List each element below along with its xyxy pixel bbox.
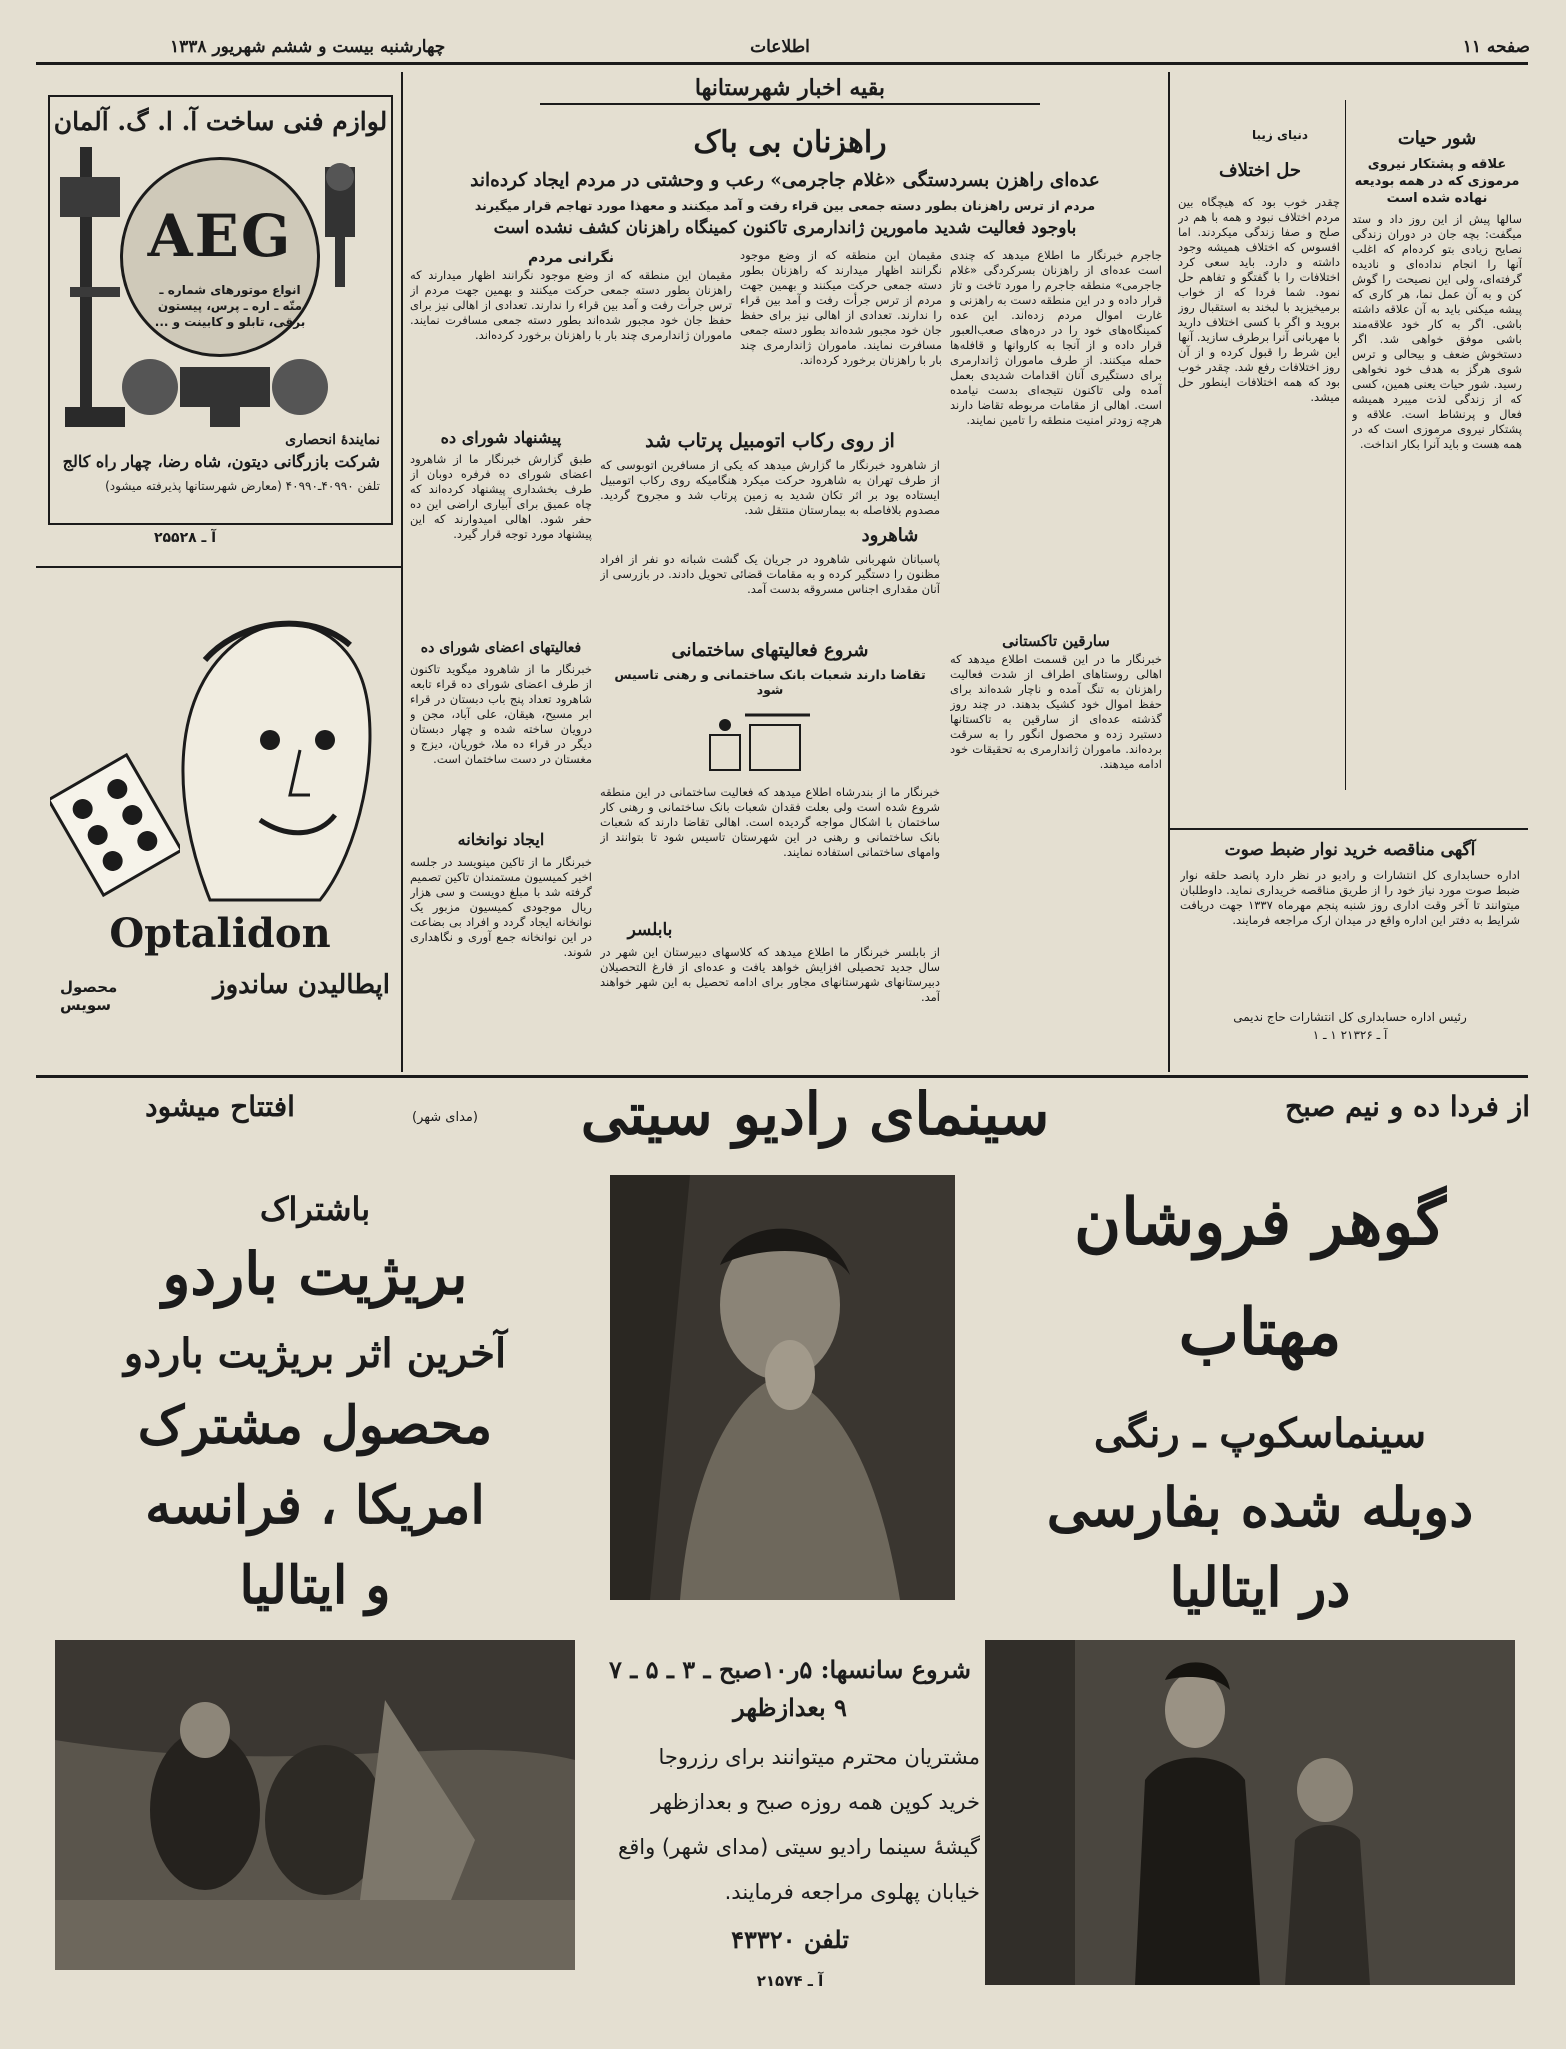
- aeg-top-line: لوازم فنی ساخت آ. ا. گ. آلمان: [53, 107, 388, 136]
- article-construction: خبرنگار ما از بندرشاه اطلاع میدهد که فعالیت ساختمانی در این منطقه شروع شده است ولی بعلت فقدان شعبات بانک ساختمانی و رهنی کار ساختمان با اشکال مواجه گردیده است. اهالی تقاضا دارند که شعبات بانک ساختمانی و رهنی در این شهرستان تاسیس شود تا بتوانند از وامهای ساختمانی استفاده نمایند.: [600, 785, 940, 859]
- cinema-name: سینمای رادیو سیتی: [580, 1080, 1050, 1148]
- article-car-accident: از شاهرود خبرنگار ما گزارش میدهد که یکی از مسافرین اتوبوسی که از طرف تهران به شاهرود حرکت میکرد هنگامیکه روی رکاب اتومبیل ایستاده بود بر اثر تکان شدید به زمین پرتاب شد و مجروح گردید. مصدوم بلافاصله به بیمارستان منتقل شد.: [600, 458, 940, 517]
- aeg-agent-label: نمایندۀ انحصاری: [285, 432, 380, 448]
- babolsar-heading: بابلسر: [627, 920, 673, 940]
- headline-sub-2: مردم از ترس راهزنان بطور دسته جمعی بین قراء رفت و آمد میکنند و معهذا مورد تهاجم قرار میگیرند: [474, 198, 1096, 213]
- cinema-ad-code: آ ـ ۲۱۵۷۴: [756, 1972, 824, 1990]
- article-village-council: طبق گزارش خبرنگار ما از شاهرود اعضای شورای ده فرفره دوبان از طرف بخشداری پیشنهاد کرده‌اند که چاه عمیق برای آبیاری اراضی این ده حفر شود. اهالی امیدوارند که این پیشنهاد مورد توجه قرار گیرد.: [410, 452, 592, 541]
- film-countries-2: و ایتالیا: [239, 1555, 391, 1616]
- article-vineyard-thieves: خبرنگار ما در این قسمت اطلاع میدهد که اهالی روستاهای اطراف از شدت فعالیت راهزنان به تنگ آمده و ناچار شده‌اند برای حفظ اموال خود کشیک بدهند. در چند روز گذشته عده‌ای از سارقین به تاکستانها دستبرد زده و محصول انگور را به سرقت برده‌اند. ماموران ژاندارمری به تحقیقات خود ادامه میدهند.: [950, 652, 1162, 771]
- showtimes-line-2: ۹ بعدازظهر: [733, 1693, 847, 1722]
- header-page-number: صفحه ۱۱: [1462, 37, 1530, 57]
- beauty-column-label: دنیای زیبا: [1251, 128, 1309, 142]
- main-headline: راهزنان بی باک: [693, 125, 887, 160]
- aeg-company: شرکت بازرگانی دیتون، شاه رضا، چهار راه کالج: [62, 452, 380, 471]
- section-rule: [36, 1075, 1528, 1078]
- beauty-column-title: حل اختلاف: [1219, 160, 1301, 181]
- village-council-heading: پیشنهاد شورای ده: [440, 428, 562, 447]
- column-divider: [1168, 72, 1170, 1072]
- cinema-info-line-4: خیابان پهلوی مراجعه فرمایند.: [724, 1880, 980, 1904]
- film-country: در ایتالیا: [1169, 1555, 1351, 1619]
- pill-strip-icon: [50, 750, 180, 900]
- headache-face-icon: [150, 600, 400, 920]
- header-rule: [36, 62, 1528, 65]
- tender-ad-signature: رئیس اداره حسابداری کل انتشارات حاج ندیمی: [1233, 1010, 1467, 1024]
- aeg-phone: تلفن ۴۰۹۹۰ـ۴۰۹۹۰ (معارض شهرستانها پذیرفته میشود): [105, 479, 380, 493]
- header-paper-name: اطلاعات: [750, 37, 810, 57]
- film-format: سینماسکوپ ـ رنگی: [1093, 1410, 1427, 1457]
- film-still-right-image: [985, 1640, 1515, 1985]
- poorhouse-heading: ایجاد نوانخانه: [457, 830, 545, 849]
- article-bandits-col3: مقیمان این منطقه که از وضع موجود نگرانند اظهار میدارند که راهزنان بطور دسته جمعی حرکت میکنند و بهمین جهت مردم از ترس جرأت رفت و آمد بین قراء را ندارند. تعدادی از اهالی نیز برای حفظ جان خود مجبور شده‌اند بطور دسته جمعی مسافرت نمایند. ماموران ژاندارمری چند بار با راهزنان برخورد کرده‌اند.: [410, 268, 732, 342]
- beauty-column-body: چقدر خوب بود که هیچگاه بین مردم اختلاف نبود و همه با هم در صلح و صفا زندگی میکردند. اما افسوس که اختلاف همیشه وجود داشته و دارد. باید سعی کرد اختلافات را با گفتگو و تفاهم حل نمود. شما فردا که از خواب برمیخیزید با لبخند به استقبال روز بروید و اگر با کسی اختلاف دارید با مهربانی آنرا برطرف سازید. آنها این شرط را قبول کرده و از آن روز اختلافات رفع شد. چقدر خوب بود که همه اختلافات اینطور حل میشد.: [1178, 195, 1340, 404]
- optalidon-brand: Optalidon: [109, 910, 331, 957]
- power-tool-icon: [305, 157, 385, 307]
- article-council-activity: خبرنگار ما از شاهرود میگوید تاکنون از طرف اعضای شورای ده قراء تابعه شاهرود تعداد پنج باب دبستان در قراء ابر مسیح، هیقان، علی آباد، مجن و درویان ساخته شده و چهار دبستان دیگر در قراء ده ملا، خوریان، دیزج و مغستان در دست ساختمان است.: [410, 662, 592, 766]
- cinema-opening-from: از فردا ده و نیم صبح: [1285, 1090, 1530, 1123]
- council-activity-heading: فعالیتهای اعضای شورای ده: [420, 640, 582, 656]
- film-with-label: باشتراک: [259, 1190, 371, 1228]
- cinema-info-line-1: مشتریان محترم میتوانند برای رزروجا: [658, 1745, 980, 1769]
- concern-heading: نگرانی مردم: [527, 250, 615, 266]
- aeg-code: آ ـ ۲۵۵۲۸: [153, 530, 217, 546]
- cinema-note: (مدای شهر): [412, 1110, 478, 1125]
- article-poorhouse: خبرنگار ما از تاکین مینویسد در جلسه اخیر کمیسیون مستمندان تاکین تصمیم گرفته شد با مبلغ دویست و سی هزار ریال موجودی کمیسیون مزبور یک نوانخانه ایجاد گردد و افراد بی بضاعت در این نوانخانه جمع آوری و نگاهداری شوند.: [410, 855, 592, 959]
- film-last-work: آخرین اثر بریژیت باردو: [123, 1330, 507, 1377]
- cinema-info-line-3: گیشۀ سینما رادیو سیتی (مدای شهر) واقع: [618, 1835, 980, 1859]
- column-divider: [1345, 100, 1346, 790]
- tender-ad-title: آگهی مناقصه خرید نوار ضبط صوت: [1224, 840, 1476, 860]
- article-bandits-col2: مقیمان این منطقه که از وضع موجود نگرانند اظهار میدارند که راهزنان بطور دسته جمعی حرکت میکنند و بهمین جهت مردم از ترس جرأت رفت و آمد بین قراء را ندارند. تعدادی از اهالی نیز برای حفظ جان خود مجبور شده‌اند بطور دسته جمعی مسافرت نمایند. ماموران ژاندارمری چند بار با راهزنان برخورد کرده‌اند.: [740, 248, 942, 367]
- tender-ad-code: آ ـ ۲۱۳۲۶ ۱ ـ ۱: [1312, 1028, 1388, 1042]
- city-news-banner: بقیه اخبار شهرستانها: [540, 75, 1040, 105]
- aeg-logo: AEG: [147, 202, 293, 270]
- car-accident-heading: از روی رکاب اتومبیل پرتاب شد: [645, 430, 895, 452]
- film-star: بریژیت باردو: [162, 1240, 468, 1308]
- film-still-photo-right: [985, 1640, 1515, 1985]
- article-babolsar: از بابلسر خبرنگار ما اطلاع میدهد که کلاسهای دبیرستان این شهر در سال جدید تحصیلی افزایش خواهد یافت و عده‌ای از فارغ التحصیلان دبیرستانهای شهرستانهای مجاور برای ادامه تحصیل به این شهر خواهند آمد.: [600, 945, 940, 1004]
- section-rule: [36, 566, 401, 568]
- film-title-line-2: مهتاب: [1178, 1295, 1342, 1370]
- film-countries-1: امریکا ، فرانسه: [145, 1475, 485, 1536]
- optalidon-note: محصول سویس: [60, 978, 118, 1014]
- optalidon-advertisement: [40, 580, 395, 1060]
- film-still-center-image: [610, 1175, 955, 1600]
- headline-sub-3: باوجود فعالیت شدید مامورین ژاندارمری تاکنون کمینگاه راهزنان کشف نشده است: [493, 218, 1077, 238]
- film-title-line-1: گوهر فروشان: [1074, 1185, 1446, 1260]
- film-coproduction: محصول مشترک: [137, 1395, 493, 1456]
- vineyard-thieves-heading: سارقین تاکستانی: [1002, 632, 1110, 650]
- life-column-body: سالها پیش از این روز داد و ستد میگفت: بچه جان در دوران زندگی نصایح زیادی بتو کرده‌ام که اغلب آنها را انجام نداده‌ای و نادیده گرفته‌ای، ولی این نصیحت را گوش کن و به آن عمل نما، هر کاری که پیشه میکنی باید به آن علاقه داشته باشی. اگر به کار خود علاقه‌مند باشی موفق خواهی شد. اگر دستخوش ضعف و بیحالی و ترس شوی هرگز به هدف خود نخواهی رسید. شور حیات یعنی همین، کسی که از زندگی لذت میبرد همیشه فعال و پرنشاط است. علاقه و پشتکار نیروی مرموزی است که در همه هست و باید آنرا بکار انداخت.: [1352, 212, 1522, 451]
- tender-ad-body: اداره حسابداری کل انتشارات و رادیو در نظر دارد پانصد حلقه نوار ضبط صوت مورد نیاز خود را از طریق مناقصه خریداری نماید. داوطلبان میتوانند تا آخر وقت اداری روز شنبه پنجم مهرماه ۱۳۳۷ جهت دریافت شرایط به دفتر این اداره واقع در میدان ارک مراجعه فرمایند.: [1180, 868, 1520, 927]
- construction-subheading: تقاضا دارند شعبات بانک ساختمانی و رهنی تاسیس شود: [614, 667, 926, 697]
- grinder-icon: [90, 347, 360, 427]
- aeg-products: انواع موتورهای شماره ـ متّه ـ اره ـ پرس، پیستون برقی، تابلو و کابینت و ...: [154, 283, 306, 329]
- construction-heading: شروع فعالیتهای ساختمانی: [671, 640, 869, 661]
- cinema-phone: تلفن ۴۳۳۲۰: [731, 1925, 849, 1954]
- aeg-advertisement: [48, 95, 393, 525]
- cinema-info-line-2: خرید کوپن همه روزه صبح و بعدازظهر: [651, 1790, 980, 1814]
- construction-illustration-icon: [700, 705, 820, 780]
- article-shahrud: پاسبانان شهربانی شاهرود در جریان یک گشت شبانه دو نفر از افراد مظنون را دستگیر کرده و به مقامات قضائی تحویل دادند. در بازرسی از آنان مقداری اجناس مسروقه بدست آمد.: [600, 552, 940, 596]
- life-column-subtitle: علاقه و پشتکار نیروی مرموزی که در همه بودیعه نهاده شده است: [1354, 157, 1520, 206]
- shahrud-heading: شاهرود: [861, 525, 919, 546]
- column-divider: [401, 72, 403, 1072]
- life-column-title: شور حیات: [1397, 128, 1477, 149]
- film-still-photo-left: [55, 1640, 575, 1970]
- section-rule: [1170, 828, 1528, 830]
- header-date: چهارشنبه بیست و ششم شهریور ۱۳۳۸: [170, 37, 446, 57]
- film-dubbed: دوبله شده بفارسی: [1046, 1475, 1474, 1539]
- showtimes-line-1: شروع سانسها: ۵ر۱۰صبح ـ ۳ ـ ۵ ـ ۷: [608, 1655, 971, 1684]
- article-bandits-col1: جاجرم خبرنگار ما اطلاع میدهد که چندی است عده‌ای از راهزنان بسرکردگی «غلام جاجرمی» منطقه جاجرم را مورد تاخت و تاز قرار داده و در این منطقه دست به راهزنی و غارت اموال مردم زده‌اند. این عده کمینگاه‌های خود را در دره‌های صعب‌العبور قرار داده و از آنجا به کاروانها و قافله‌ها حمله میکنند. از طرف ماموران ژاندارمری برای دستگیری آنان اقدامات شدیدی بعمل آمده ولی تاکنون نتیجه‌ای بدست نیامده است. اهالی از مقامات مربوطه تقاضا دارند هرچه زودتر امنیت منطقه را تامین نمایند.: [950, 248, 1162, 427]
- headline-sub-1: عده‌ای راهزن بسردستگی «غلام جاجرمی» رعب و وحشتی در مردم ایجاد کرده‌اند: [470, 170, 1100, 191]
- film-still-photo-center: [610, 1175, 955, 1600]
- cinema-opening-label: افتتاح میشود: [145, 1090, 295, 1123]
- film-still-left-image: [55, 1640, 575, 1970]
- optalidon-persian-name: اپطالیدن ساندوز: [213, 970, 390, 1000]
